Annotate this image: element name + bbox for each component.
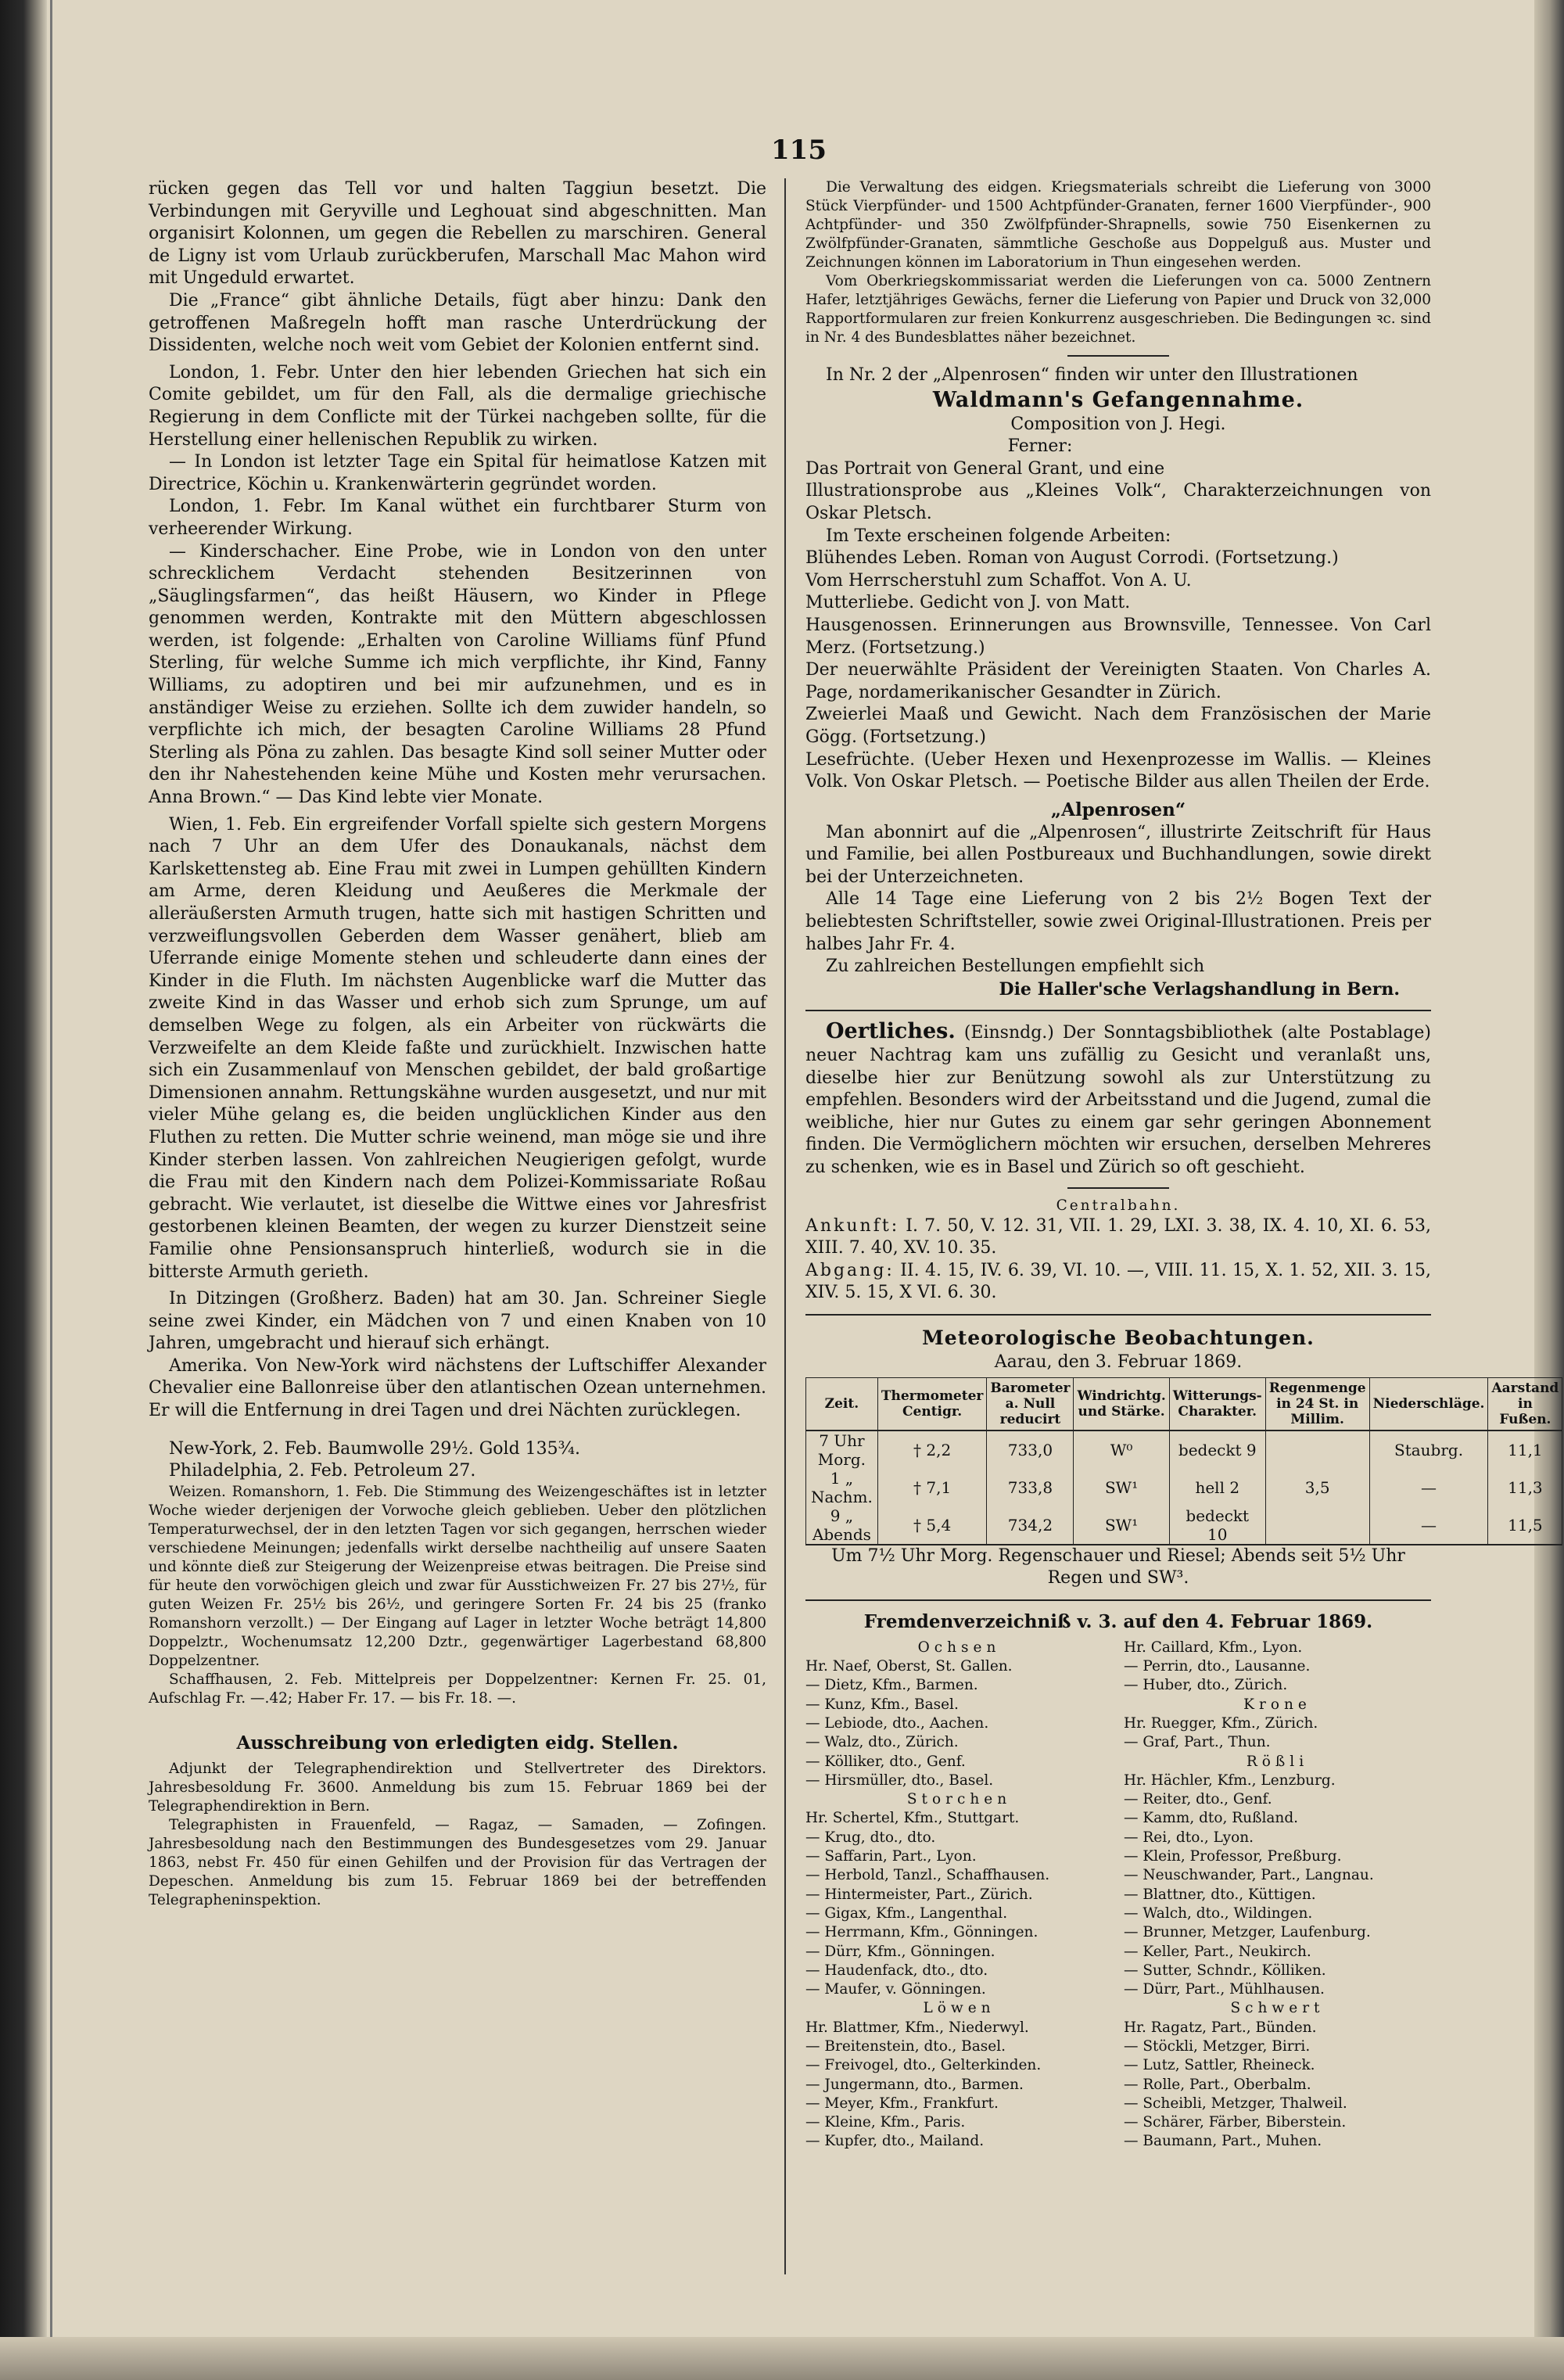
fremden-list: [805, 1639, 1431, 2152]
meteo-cell: bedeckt 9: [1169, 1431, 1265, 1469]
centralbahn-title: Centralbahn.: [1056, 1197, 1181, 1214]
meteo-header: Regenmenge in 24 St. in Millim.: [1265, 1377, 1369, 1431]
article-ditzingen: In Ditzingen (Großherz. Baden) hat am 30. Jan. Schreiner Siegle seine zwei Kinder, ein Mädchen von 7 und einen Knaben von 10 Jahren, umgebracht und hierauf sich erhängt.: [149, 1289, 766, 1354]
meteo-cell: SW¹: [1074, 1469, 1169, 1506]
guest-entry: — Dürr, Kfm., Gönningen.: [805, 1943, 995, 1960]
stellen-telegraphisten: Telegraphisten in Frauenfeld, — Ragaz, — Samaden, — Zofingen. Jahresbesoldung nach den Bestimmungen des Bundesgesetzes vom 29. Januar 1863, nebst Fr. 450 für einen Gehilfen und der Provision für das Vertragen der Depeschen. Anmeldung bis zum 15. Februar 1869 bei der betreffenden Telegrapheninspektion.: [149, 1816, 766, 1908]
meteo-cell: —: [1369, 1469, 1488, 1506]
meteo-cell: Staubrg.: [1369, 1431, 1488, 1469]
hotel-heading: Schwert: [1230, 2000, 1325, 2017]
meteo-cell: W⁰: [1074, 1431, 1169, 1469]
guest-entry: — Klein, Professor, Preßburg.: [1124, 1848, 1342, 1865]
meteo-cell: bedeckt 10: [1169, 1506, 1265, 1545]
market-schaffhausen: Schaffhausen, 2. Feb. Mittelpreis per Doppelzentner: Kernen Fr. 25. 01, Aufschlag Fr. —.42; Haber Fr. 17. — bis Fr. 18. —.: [149, 1671, 766, 1707]
meteo-header: Barometer a. Null reducirt: [987, 1377, 1074, 1431]
ankunft-label: Ankunft:: [805, 1215, 900, 1236]
hotel-heading: Rößli: [1246, 1753, 1309, 1770]
guest-entry: — Hintermeister, Part., Zürich.: [805, 1886, 1033, 1903]
guest-entry: — Kunz, Kfm., Basel.: [805, 1696, 959, 1713]
meteo-cell: † 2,2: [877, 1431, 987, 1469]
guest-entry: — Kölliker, dto., Genf.: [805, 1753, 966, 1770]
guest-entry: — Meyer, Kfm., Frankfurt.: [805, 2095, 999, 2112]
meteo-cell: 11,1: [1488, 1431, 1562, 1469]
guest-entry: Hr. Ragatz, Part., Bünden.: [1124, 2019, 1317, 2036]
alpenrosen-lieferung: Alle 14 Tage eine Lieferung von 2 bis 2½ Bogen Text der beliebtesten Schriftsteller, sowie zwei Original-Illustrationen. Preis per halbes Jahr Fr. 4.: [805, 889, 1431, 954]
meteo-header: Windrichtg. und Stärke.: [1074, 1377, 1169, 1431]
alpenrosen-abo: Man abonnirt auf die „Alpenrosen“, illustrirte Zeitschrift für Haus und Familie, bei allen Postbureaux und Buchhandlungen, sowie direkt bei der Unterzeichneten.: [805, 822, 1431, 887]
meteo-subtitle: Aarau, den 3. Februar 1869.: [994, 1352, 1243, 1372]
guest-entry: — Scheibli, Metzger, Thalweil.: [1124, 2095, 1347, 2112]
hotel-heading: Löwen: [923, 2000, 995, 2017]
alpenrosen-footer-title: „Alpenrosen“: [1050, 799, 1186, 820]
notice-oberkriegskommissariat: Vom Oberkriegskommissariat werden die Lieferungen von ca. 5000 Zentnern Hafer, letztjähriges Gewächs, ferner die Lieferung von Papier und Druck von 32,000 Rapportformularen zur freien Konkurrenz ausgeschrieben. Die Bedingungen ꝛc. sind in Nr. 4 des Bundesblattes näher bezeichnet.: [805, 273, 1431, 346]
alpenrosen-work: Mutterliebe. Gedicht von J. von Matt.: [805, 593, 1131, 613]
guest-entry: — Walch, dto., Wildingen.: [1124, 1904, 1313, 1922]
guest-entry: — Herrmann, Kfm., Gönningen.: [805, 1924, 1038, 1941]
guest-entry: — Freivogel, dto., Gelterkinden.: [805, 2057, 1042, 2074]
table-row: [806, 1431, 1562, 1469]
meteo-cell: 11,3: [1488, 1469, 1562, 1506]
alpenrosen-work: Lesefrüchte. (Ueber Hexen und Hexenprozesse im Wallis. — Kleines Volk. Von Oskar Pletsch. — Poetische Bilder aus allen Theilen der Erde.: [805, 749, 1431, 792]
stellen-adjunkt: Adjunkt der Telegraphendirektion und Stellvertreter des Direktors. Jahresbesoldung Fr. 3600. Anmeldung bis zum 15. Februar 1869 bei der Telegraphendirektion in Bern.: [149, 1760, 766, 1815]
alpenrosen-texte: Im Texte erscheinen folgende Arbeiten:: [826, 526, 1171, 546]
alpenrosen-title: Waldmann's Gefangennahme.: [932, 387, 1304, 412]
alpenrosen-work: Vom Herrscherstuhl zum Schaffot. Von A. U.: [805, 570, 1192, 591]
notice-kriegsmaterial: Die Verwaltung des eidgen. Kriegsmaterials schreibt die Lieferung von 3000 Stück Vierpfünder- und 1500 Achtpfünder-Granaten, ferner 1600 Vierpfünder-, 900 Achtpfünder- und 350 Zwölfpfünder-Shrapnells, sowie 750 Eisenkernen zu Zwölfpfünder-Granaten, sämmtliche Geschoße aus Doppelguß aus. Muster und Zeichnungen können im Laboratorium in Thun eingesehen werden.: [805, 179, 1431, 271]
alpenrosen-work: Hausgenossen. Erinnerungen aus Brownsville, Tennessee. Von Carl Merz. (Fortsetzung.): [805, 615, 1431, 658]
separator: [805, 1010, 1431, 1011]
market-new-york: New-York, 2. Feb. Baumwolle 29½. Gold 135¾.: [169, 1438, 580, 1459]
guest-entry: — Dietz, Kfm., Barmen.: [805, 1677, 978, 1694]
scan-left-edge: [0, 0, 47, 2380]
guest-entry: Hr. Blattmer, Kfm., Niederwyl.: [805, 2019, 1029, 2036]
meteo-cell: † 7,1: [877, 1469, 987, 1506]
guest-entry: Hr. Hächler, Kfm., Lenzburg.: [1124, 1772, 1336, 1789]
guest-entry: — Rei, dto., Lyon.: [1124, 1829, 1254, 1846]
guest-entry: — Saffarin, Part., Lyon.: [805, 1848, 977, 1865]
guest-entry: — Sutter, Schndr., Kölliken.: [1124, 1962, 1326, 1979]
scan-bottom-edge: [0, 2337, 1564, 2380]
alpenrosen-line-illustration: Illustrationsprobe aus „Kleines Volk“, Charakterzeichnungen von Oskar Pletsch.: [805, 481, 1431, 523]
article-london-greeks: London, 1. Febr. Unter den hier lebenden Griechen hat sich ein Comite gebildet, um für den Fall, als die dermalige griechische Regierung in dem Conflicte mit der Türkei nachgeben sollte, für die Herstellung einer hellenischen Republik zu wirken.: [149, 362, 766, 450]
oertliches-title: Oertliches.: [826, 1019, 956, 1044]
fremden-right-column: [1124, 1639, 1431, 2152]
hotel-heading: Krone: [1243, 1696, 1311, 1713]
market-weizen: Weizen. Romanshorn, 1. Feb. Die Stimmung des Weizengeschäftes ist in letzter Woche wieder derjenigen der Vorwoche gleich geblieben. Ueber den plötzlichen Temperaturwechsel, der in den letzten Tagen vor sich gegangen, herrschen wieder verschiedene Meinungen; jedenfalls wirkt derselbe nachtheilig auf unsere Saaten und könnte dieß zur Steigerung der Weizenpreise etwas beitragen. Die Preise sind für heute den vorwöchigen gleich und zwar für Ausstichweizen Fr. 27 bis 27½, für guten Weizen Fr. 25½ bis 26½, und geringere Sorten Fr. 24 bis 25 (franko Romanshorn verzollt.) — Der Eingang auf Lager in letzter Woche beträgt 14,800 Doppelztr., Wochenumsatz 12,200 Dztr., gegenwärtiger Lagerbestand 68,800 Doppelzentner.: [149, 1483, 766, 1669]
article-london-cats: — In London ist letzter Tage ein Spital für heimatlose Katzen mit Directrice, Köchin u. Krankenwärterin gegründet worden.: [149, 452, 766, 494]
guest-entry: Hr. Ruegger, Kfm., Zürich.: [1124, 1714, 1318, 1732]
page-number: 115: [771, 135, 827, 166]
meteo-header: Witterungs-Charakter.: [1169, 1377, 1265, 1431]
right-column: [805, 178, 1559, 2152]
meteo-cell: —: [1369, 1506, 1488, 1545]
alpenrosen-work: Blühendes Leben. Roman von August Corrodi. (Fortsetzung.): [805, 548, 1339, 569]
meteo-title: Meteorologische Beobachtungen.: [922, 1326, 1315, 1349]
guest-entry: — Kupfer, dto., Mailand.: [805, 2133, 985, 2150]
alpenrosen-work: Der neuerwählte Präsident der Vereinigten Staaten. Von Charles A. Page, nordamerikanischer Gesandter in Zürich.: [805, 660, 1431, 702]
scan-right-edge: [1534, 0, 1564, 2380]
left-column: [149, 178, 766, 1910]
abgang-times: II. 4. 15, IV. 6. 39, VI. 10. —, VIII. 11. 15, X. 1. 52, XII. 3. 15, XIV. 5. 15, X VI. 6. 30.: [805, 1260, 1431, 1303]
alpenrosen-composition: Composition von J. Hegi.: [1010, 414, 1226, 434]
guest-entry: — Brunner, Metzger, Laufenburg.: [1124, 1924, 1371, 1941]
separator: [1067, 355, 1169, 357]
guest-entry: Hr. Schertel, Kfm., Stuttgart.: [805, 1810, 1020, 1827]
separator: [805, 1314, 1431, 1316]
guest-entry: — Perrin, dto., Lausanne.: [1124, 1658, 1311, 1675]
fremden-left-column: [805, 1639, 1113, 2152]
guest-entry: — Dürr, Part., Mühlhausen.: [1124, 1981, 1325, 1998]
guest-entry: — Keller, Part., Neukirch.: [1124, 1943, 1311, 1960]
guest-entry: — Blattner, dto., Küttigen.: [1124, 1886, 1316, 1903]
guest-entry: — Hirsmüller, dto., Basel.: [805, 1772, 994, 1789]
guest-entry: — Lebiode, dto., Aachen.: [805, 1714, 989, 1732]
guest-entry: — Schärer, Färber, Biberstein.: [1124, 2114, 1347, 2131]
meteo-header: Aarstand in Fußen.: [1488, 1377, 1562, 1431]
separator: [805, 1599, 1431, 1601]
table-row: [806, 1506, 1562, 1545]
meteo-cell: [1265, 1431, 1369, 1469]
article-algeria: rücken gegen das Tell vor und halten Taggiun besetzt. Die Verbindungen mit Geryville und Leghouat sind abgeschnitten. Man organisirt Kolonnen, um gegen die Rebellen zu marschiren. General de Ligny ist vom Urlaub zurückberufen, Marschall Mac Mahon wird mit Ungeduld erwartet.: [149, 179, 766, 289]
meteo-cell: SW¹: [1074, 1506, 1169, 1545]
hotel-heading: Ochsen: [917, 1639, 1001, 1656]
meteo-header: Thermometer Centigr.: [877, 1377, 987, 1431]
alpenrosen-bestellungen: Zu zahlreichen Bestellungen empfiehlt sich: [826, 957, 1205, 977]
stellen-title: Ausschreibung von erledigten eidg. Stellen.: [236, 1732, 679, 1754]
meteo-cell: 9 „ Abends: [806, 1506, 878, 1545]
guest-entry: — Rolle, Part., Oberbalm.: [1124, 2076, 1311, 2093]
abgang-label: Abgang:: [805, 1260, 895, 1280]
guest-entry: — Graf, Part., Thun.: [1124, 1734, 1271, 1751]
article-london-storm: London, 1. Febr. Im Kanal wüthet ein furchtbarer Sturm von verheerender Wirkung.: [149, 497, 766, 539]
guest-entry: — Baumann, Part., Muhen.: [1124, 2133, 1322, 2150]
meteo-header: Niederschläge.: [1369, 1377, 1488, 1431]
meteo-note: Um 7½ Uhr Morg. Regenschauer und Riesel; Abends seit 5½ Uhr Regen und SW³.: [831, 1545, 1405, 1588]
guest-entry: Hr. Naef, Oberst, St. Gallen.: [805, 1658, 1013, 1675]
column-divider: [784, 178, 786, 2274]
meteo-cell: 1 „ Nachm.: [806, 1469, 878, 1506]
guest-entry: — Reiter, dto., Genf.: [1124, 1791, 1272, 1808]
guest-entry: — Jungermann, dto., Barmen.: [805, 2076, 1024, 2093]
article-kinderschacher: — Kinderschacher. Eine Probe, wie in London von den unter schrecklichem Verdacht stehenden Besitzerinnen von „Säuglingsfarmen“, das heißt Häusern, wo Kinder in Pflege genommen werden, Kontrakte mit den Müttern abgeschlossen werden, ist folgende: „Erhalten von Caroline Williams fünf Pfund Sterling, für welche Summe ich mich verpflichte, ihr Kind, Fanny Williams, zu adoptiren und bei mir aufzunehmen, und es in anständiger Weise zu erziehen. Sollte ich dem zuwider handeln, so verpflichte ich mich, der besagten Caroline Williams 28 Pfund Sterling als Pöna zu zahlen. Das besagte Kind soll seiner Mutter oder den ihr Nahestehenden keine Mühe und Kosten mehr verursachen. Anna Brown.“ — Das Kind lebte vier Monate.: [149, 541, 766, 808]
guest-entry: — Stöckli, Metzger, Birri.: [1124, 2037, 1311, 2055]
guest-entry: — Gigax, Kfm., Langenthal.: [805, 1904, 1008, 1922]
guest-entry: — Breitenstein, dto., Basel.: [805, 2037, 1006, 2055]
alpenrosen-work: Zweierlei Maaß und Gewicht. Nach dem Französischen der Marie Gögg. (Fortsetzung.): [805, 705, 1431, 747]
meteo-cell: 3,5: [1265, 1469, 1369, 1506]
alpenrosen-ferner: Ferner:: [1007, 436, 1073, 457]
scan-left-rule: [50, 0, 52, 2380]
separator: [1067, 1187, 1169, 1189]
meteo-cell: 11,5: [1488, 1506, 1562, 1545]
guest-entry: — Neuschwander, Part., Langnau.: [1124, 1867, 1374, 1884]
meteo-cell: 7 Uhr Morg.: [806, 1431, 878, 1469]
meteo-cell: † 5,4: [877, 1506, 987, 1545]
meteo-cell: [1265, 1506, 1369, 1545]
market-philadelphia: Philadelphia, 2. Feb. Petroleum 27.: [169, 1461, 476, 1481]
guest-entry: — Lutz, Sattler, Rheineck.: [1124, 2057, 1315, 2074]
meteo-cell: 733,0: [987, 1431, 1074, 1469]
article-amerika: Amerika. Von New-York wird nächstens der Luftschiffer Alexander Chevalier eine Ballonreise über den atlantischen Ozean unternehmen. Er will die Entfernung in drei Tagen und drei Nächten zurücklegen.: [149, 1355, 766, 1421]
meteo-cell: 734,2: [987, 1506, 1074, 1545]
meteo-header: Zeit.: [806, 1377, 878, 1431]
guest-entry: — Haudenfack, dto., dto.: [805, 1962, 988, 1979]
alpenrosen-line-grant: Das Portrait von General Grant, und eine: [805, 458, 1165, 479]
guest-entry: — Walz, dto., Zürich.: [805, 1734, 959, 1751]
guest-entry: — Kleine, Kfm., Paris.: [805, 2114, 966, 2131]
ankunft-times: I. 7. 50, V. 12. 31, VII. 1. 29, LXI. 3. 38, IX. 4. 10, XI. 6. 53, XIII. 7. 40, XV. 10. 35.: [805, 1215, 1431, 1258]
guest-entry: — Kamm, dto, Rußland.: [1124, 1810, 1299, 1827]
fremden-title: Fremdenverzeichniß v. 3. auf den 4. Februar 1869.: [863, 1610, 1373, 1632]
guest-entry: Hr. Caillard, Kfm., Lyon.: [1124, 1639, 1303, 1656]
oertliches-text: (Einsndg.) Der Sonntagsbibliothek (alte Postablage) neuer Nachtrag kam uns zufällig zu Gesicht und veranlaßt uns, dieselbe hier zur Benützung sowohl als zur Unterstützung zu empfehlen. Besonders wird der Arbeitsstand und die Jugend, zumal die weibliche, hier nur Gutes zu einem gar sehr geringen Abonnement finden. Die Vermöglichern möchten wir ersuchen, derselben Mehreres zu schenken, wie es in Basel und Zürich so oft geschieht.: [805, 1023, 1431, 1177]
guest-entry: — Huber, dto., Zürich.: [1124, 1677, 1288, 1694]
table-row: [806, 1469, 1562, 1506]
meteo-cell: 733,8: [987, 1469, 1074, 1506]
guest-entry: — Herbold, Tanzl., Schaffhausen.: [805, 1867, 1050, 1884]
meteo-cell: hell 2: [1169, 1469, 1265, 1506]
alpenrosen-verlag: Die Haller'sche Verlagshandlung in Bern.: [999, 978, 1400, 1000]
article-wien: Wien, 1. Feb. Ein ergreifender Vorfall spielte sich gestern Morgens nach 7 Uhr an dem Ufer des Donaukanals, nächst dem Karlskettensteg ab. Eine Frau mit zwei in Lumpen gehüllten Kindern am Arme, deren Kleidung und Aeußeres die Merkmale der alleräußersten Armuth trugen, hatte sich mit hastigen Schritten und verzweiflungsvollen Geberden dem Wasser genähert, blieb am Uferrande einige Momente stehen und schleuderte dann eines der Kinder in die Fluth. Im nächsten Augenblicke warf die Mutter das zweite Kind in das Wasser und erhob sich zum Sprunge, um auf demselben Wege zu folgen, als ein Arbeiter von rückwärts die Verzweifelte an dem Kleide faßte und zurückhielt. Inzwischen hatte sich ein Zusammenlauf von Menschen gebildet, der bald großartige Dimensionen annahm. Rettungskähne wurden ausgesetzt, und nur mit vieler Mühe gelang es, die beiden unglücklichen Kinder aus den Fluthen zu retten. Die Mutter schrie weinend, man möge sie und ihre Kinder sterben lassen. Von zahlreichen Neugierigen gefolgt, wurde die Frau mit den Kindern nach dem Polizei-Kommissariate Roßau gebracht. Wie verlautet, ist dieselbe die Wittwe eines vor Jahresfrist gestorbenen kleinen Beamten, der wegen zu kurzer Dienstzeit seine Familie ohne Pensionsanspruch hinterließ, wodurch sie in die bitterste Armuth gerieth.: [149, 814, 766, 1282]
article-france: Die „France“ gibt ähnliche Details, fügt aber hinzu: Dank den getroffenen Maßregeln hofft man rasche Unterdrückung der Dissidenten, welche noch weit vom Gebiet der Kolonien entfernt sind.: [149, 290, 766, 356]
guest-entry: — Maufer, v. Gönningen.: [805, 1981, 986, 1998]
alpenrosen-intro: In Nr. 2 der „Alpenrosen“ finden wir unter den Illustrationen: [826, 365, 1358, 385]
meteo-table: [805, 1377, 1562, 1545]
guest-entry: — Krug, dto., dto.: [805, 1829, 936, 1846]
hotel-heading: Storchen: [906, 1791, 1012, 1808]
